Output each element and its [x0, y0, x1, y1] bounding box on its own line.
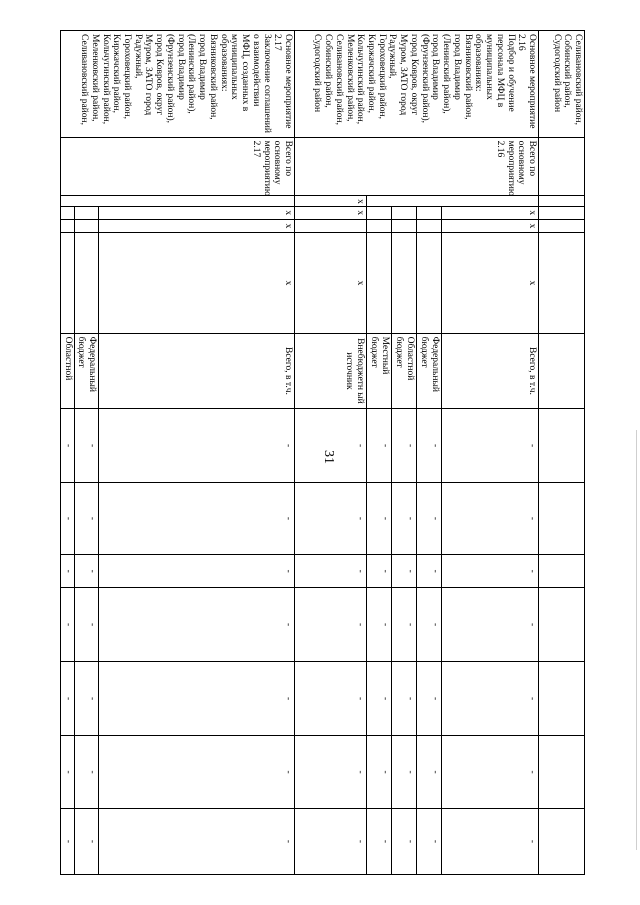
cell-value-5: - [442, 661, 539, 736]
cell-value-6: - [442, 736, 539, 808]
cell-value-4: - [392, 588, 417, 662]
cell-value-3: - [99, 555, 295, 588]
cell-value-6: - [99, 736, 295, 808]
table-row [539, 31, 585, 875]
cell-source [539, 333, 585, 409]
cell-value-7: - [417, 808, 442, 874]
page-number: 31 [321, 450, 336, 464]
cell-code-1 [392, 206, 417, 219]
table-row [442, 31, 539, 875]
cell-value-7 [539, 808, 585, 874]
cell-value-3: - [367, 555, 392, 588]
cell-value-6: - [295, 736, 367, 808]
cell-code-3: x [295, 233, 367, 333]
cell-spacer [367, 196, 539, 207]
cell-source: Всего, в т.ч. [99, 333, 295, 409]
cell-value-7: - [99, 808, 295, 874]
cell-value-1 [539, 409, 585, 483]
cell-code-1 [60, 206, 74, 219]
cell-value-6: - [417, 736, 442, 808]
cell-code-2: x [99, 219, 295, 233]
cell-value-4: - [60, 588, 74, 662]
cell-code-3 [539, 233, 585, 333]
cell-spacer [539, 196, 585, 207]
cell-value-1: - [442, 409, 539, 483]
cell-value-5: - [295, 661, 367, 736]
cell-value-3: - [392, 555, 417, 588]
cell-value-5: - [60, 661, 74, 736]
cell-code-3 [417, 233, 442, 333]
cell-value-5: - [417, 661, 442, 736]
cell-value-1: - [367, 409, 392, 483]
cell-value-7: - [74, 808, 98, 874]
cell-code-1: x [295, 206, 367, 219]
cell-value-7: - [392, 808, 417, 874]
cell-value-2: - [60, 482, 74, 554]
program-table [60, 30, 585, 875]
cell-source: Местный бюджет [367, 333, 392, 409]
cell-code-3: x [442, 233, 539, 333]
cell-code-2 [539, 219, 585, 233]
cell-code-2 [417, 219, 442, 233]
cell-code-3: x [99, 233, 295, 333]
cell-value-2: - [74, 482, 98, 554]
table-region [62, 30, 585, 875]
cell-value-2: - [442, 482, 539, 554]
cell-code-1 [417, 206, 442, 219]
cell-value-3: - [295, 555, 367, 588]
cell-value-7: - [60, 808, 74, 874]
cell-source: Внебюджетн ый источник [295, 333, 367, 409]
cell-value-3: - [442, 555, 539, 588]
cell-code-1: x [99, 206, 295, 219]
cell-value-5 [539, 661, 585, 736]
cell-total: Всего по основному мероприятию 2.16 [295, 137, 539, 196]
cell-code-1 [367, 206, 392, 219]
cell-value-5: - [74, 661, 98, 736]
cell-value-3: - [60, 555, 74, 588]
cell-value-3: - [74, 555, 98, 588]
scan-edge-line [636, 430, 637, 850]
cell-value-2: - [417, 482, 442, 554]
cell-value-4: - [417, 588, 442, 662]
cell-value-1: - [392, 409, 417, 483]
cell-code-2 [60, 219, 74, 233]
cell-value-4 [539, 588, 585, 662]
cell-value-3: - [417, 555, 442, 588]
cell-source: Областной бюджет [392, 333, 417, 409]
cell-value-5: - [392, 661, 417, 736]
cell-source: Федеральный бюджет [74, 333, 98, 409]
cell-measure: Основное мероприятие 2.17 Заключение соглашений о взаимодействии МФЦ, созданных в муниципальных образованиях: Вязниковский район, город Владимир (Ленинский район), город Владимир (Фрунзенский район), город Ковров, округ Муром, ЗАТО город Радужный, Гороховецкий район, Киржачский район, Кольчугинский район, Меленковский район, Селивановский район, [60, 31, 294, 138]
cell-value-2: - [392, 482, 417, 554]
cell-code-3 [392, 233, 417, 333]
cell-value-6: - [392, 736, 417, 808]
table-row [99, 31, 295, 875]
cell-value-2: - [367, 482, 392, 554]
cell-value-5: - [99, 661, 295, 736]
cell-code-1 [539, 206, 585, 219]
cell-code-3 [367, 233, 392, 333]
cell-code-2 [74, 219, 98, 233]
cell-code-3 [60, 233, 74, 333]
cell-code-1 [74, 206, 98, 219]
cell-source: Всего, в т.ч. [442, 333, 539, 409]
cell-code-2 [392, 219, 417, 233]
cell-total: Всего по основному мероприятию 2.17 [60, 137, 294, 196]
cell-value-1: - [74, 409, 98, 483]
cell-value-6 [539, 736, 585, 808]
cell-code-1: x [442, 206, 539, 219]
cell-value-3 [539, 555, 585, 588]
cell-value-4: - [442, 588, 539, 662]
cell-value-4: - [99, 588, 295, 662]
cell-value-6: - [60, 736, 74, 808]
cell-code-3 [74, 233, 98, 333]
cell-value-7: - [367, 808, 392, 874]
cell-total [539, 137, 585, 196]
cell-value-7: - [442, 808, 539, 874]
cell-code-0: x [295, 196, 367, 207]
cell-value-4: - [295, 588, 367, 662]
cell-code-2 [367, 219, 392, 233]
cell-value-2: - [295, 482, 367, 554]
cell-value-1: - [417, 409, 442, 483]
cell-measure: Селивановский район, Собинский район, Судогодский район [539, 31, 585, 138]
cell-spacer [60, 196, 294, 207]
cell-value-4: - [367, 588, 392, 662]
cell-value-2: - [99, 482, 295, 554]
cell-measure: Основное мероприятие 2.16 Подбор и обучение персонала МФЦ в муниципальных образованиях: Вязниковский район, город Владимир (Ленинский район), город Владимир (Фрунзенский район), город Ковров, округ Муром, ЗАТО город Радужный, Гороховецкий район, Киржачский район, Кольчугинский район, Меленковский район, Селивановский район, Собинский район, Судогодский район [295, 31, 539, 138]
cell-source: Федеральный бюджет [417, 333, 442, 409]
cell-code-2 [295, 219, 367, 233]
cell-value-5: - [367, 661, 392, 736]
cell-value-1: - [295, 409, 367, 483]
cell-code-2: x [442, 219, 539, 233]
cell-value-2 [539, 482, 585, 554]
cell-value-4: - [74, 588, 98, 662]
cell-value-6: - [367, 736, 392, 808]
cell-value-1: - [99, 409, 295, 483]
cell-value-1: - [60, 409, 74, 483]
cell-source: Областной [60, 333, 74, 409]
cell-value-6: - [74, 736, 98, 808]
cell-value-7: - [295, 808, 367, 874]
